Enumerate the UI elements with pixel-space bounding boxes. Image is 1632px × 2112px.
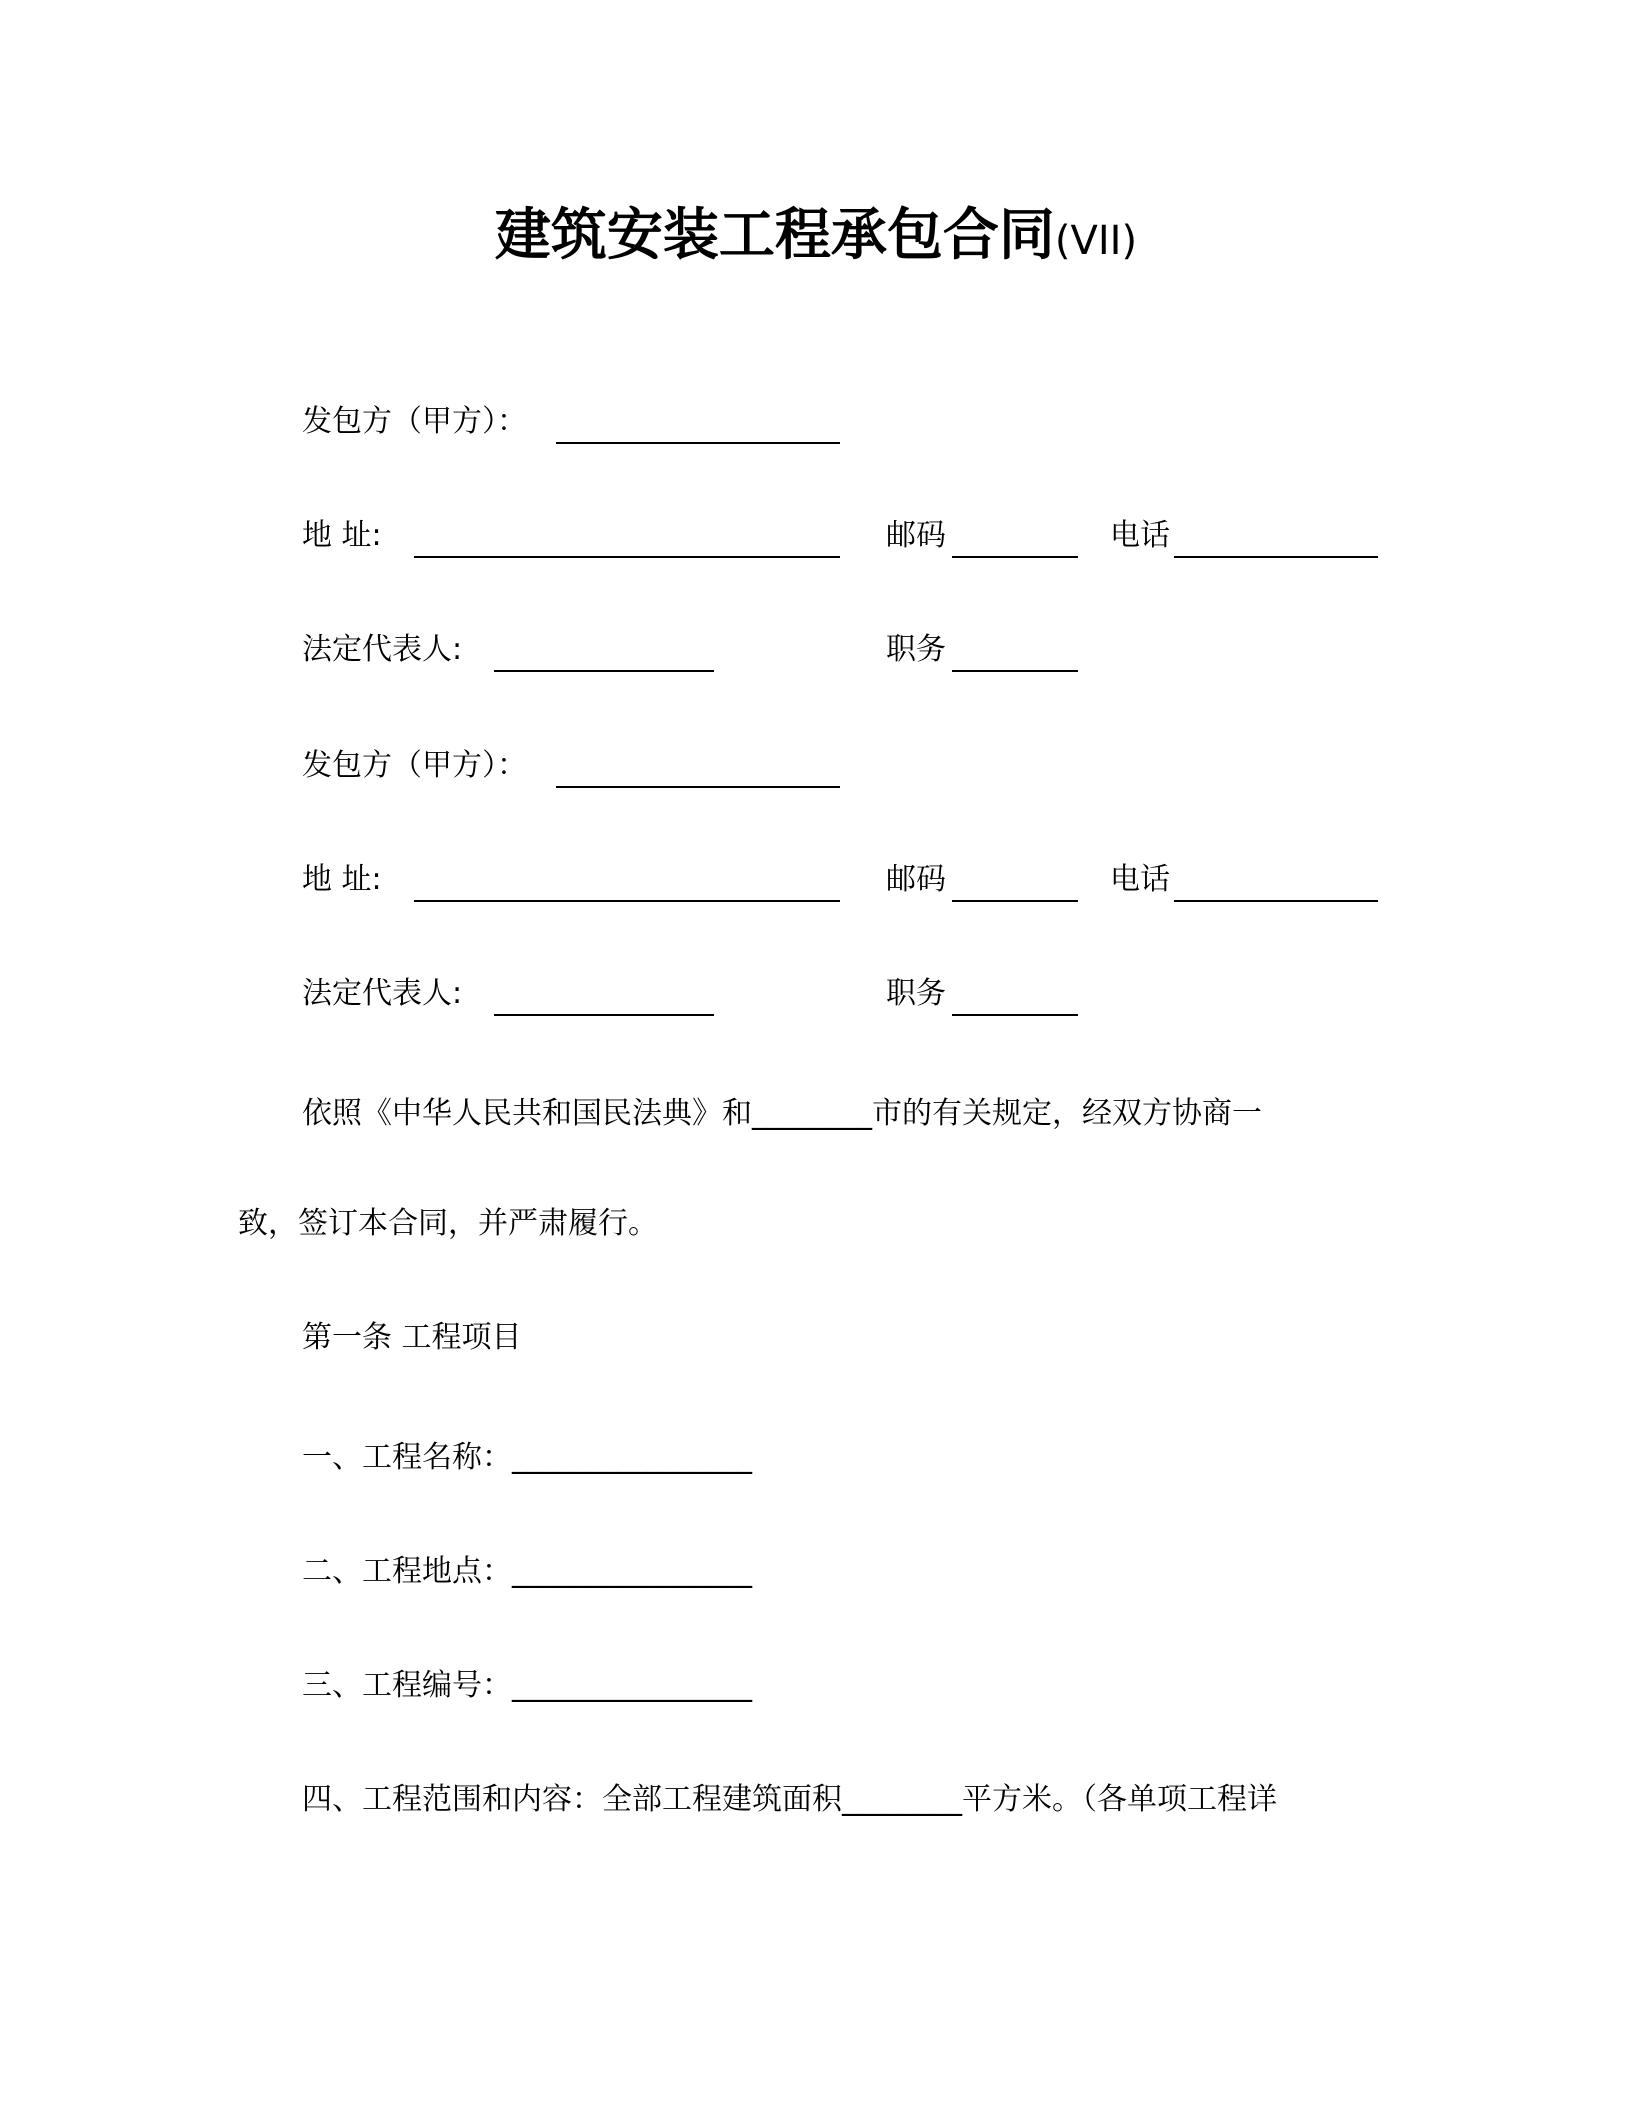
item-project-scope: 四、工程范围和内容：全部工程建筑面积________平方米。（各单项工程详 bbox=[302, 1782, 1277, 1817]
party-b-phone-label: 电话 bbox=[1110, 862, 1170, 897]
item-project-number: 三、工程编号：________________ bbox=[302, 1668, 752, 1703]
party-a-position-label: 职务 bbox=[886, 632, 946, 667]
party-a-address-label: 地 址: bbox=[302, 518, 382, 553]
party-a-blank[interactable] bbox=[556, 442, 840, 444]
party-b-phone-blank[interactable] bbox=[1174, 900, 1378, 902]
party-a-position-blank[interactable] bbox=[952, 670, 1078, 672]
title-main: 建筑安装工程承包合同 bbox=[494, 203, 1055, 268]
article-1-heading: 第一条 工程项目 bbox=[302, 1320, 522, 1355]
party-b-postcode-blank[interactable] bbox=[952, 900, 1078, 902]
party-a-rep-blank[interactable] bbox=[494, 670, 714, 672]
item-project-name: 一、工程名称：________________ bbox=[302, 1440, 752, 1475]
party-b-postcode-label: 邮码 bbox=[886, 862, 946, 897]
party-a-address-blank[interactable] bbox=[414, 556, 840, 558]
document-title bbox=[0, 196, 1632, 281]
party-a-postcode-label: 邮码 bbox=[886, 518, 946, 553]
party-b-rep-blank[interactable] bbox=[494, 1014, 714, 1016]
intro-paragraph-line2: 致，签订本合同，并严肃履行。 bbox=[238, 1206, 658, 1241]
party-b-position-blank[interactable] bbox=[952, 1014, 1078, 1016]
title-suffix: (VII) bbox=[1054, 218, 1138, 264]
item-project-location: 二、工程地点：________________ bbox=[302, 1554, 752, 1589]
party-b-blank[interactable] bbox=[556, 786, 840, 788]
party-a-postcode-blank[interactable] bbox=[952, 556, 1078, 558]
party-b-address-label: 地 址: bbox=[302, 862, 382, 897]
party-b-rep-label: 法定代表人: bbox=[302, 976, 463, 1011]
party-b-label: 发包方（甲方）： bbox=[302, 748, 527, 783]
party-a-rep-label: 法定代表人: bbox=[302, 632, 463, 667]
party-a-phone-blank[interactable] bbox=[1174, 556, 1378, 558]
party-b-position-label: 职务 bbox=[886, 976, 946, 1011]
party-a-phone-label: 电话 bbox=[1110, 518, 1170, 553]
party-b-address-blank[interactable] bbox=[414, 900, 840, 902]
intro-paragraph-line1: 依照《中华人民共和国民法典》和________市的有关规定，经双方协商一 bbox=[302, 1096, 1262, 1131]
party-a-label: 发包方（甲方）： bbox=[302, 404, 527, 439]
